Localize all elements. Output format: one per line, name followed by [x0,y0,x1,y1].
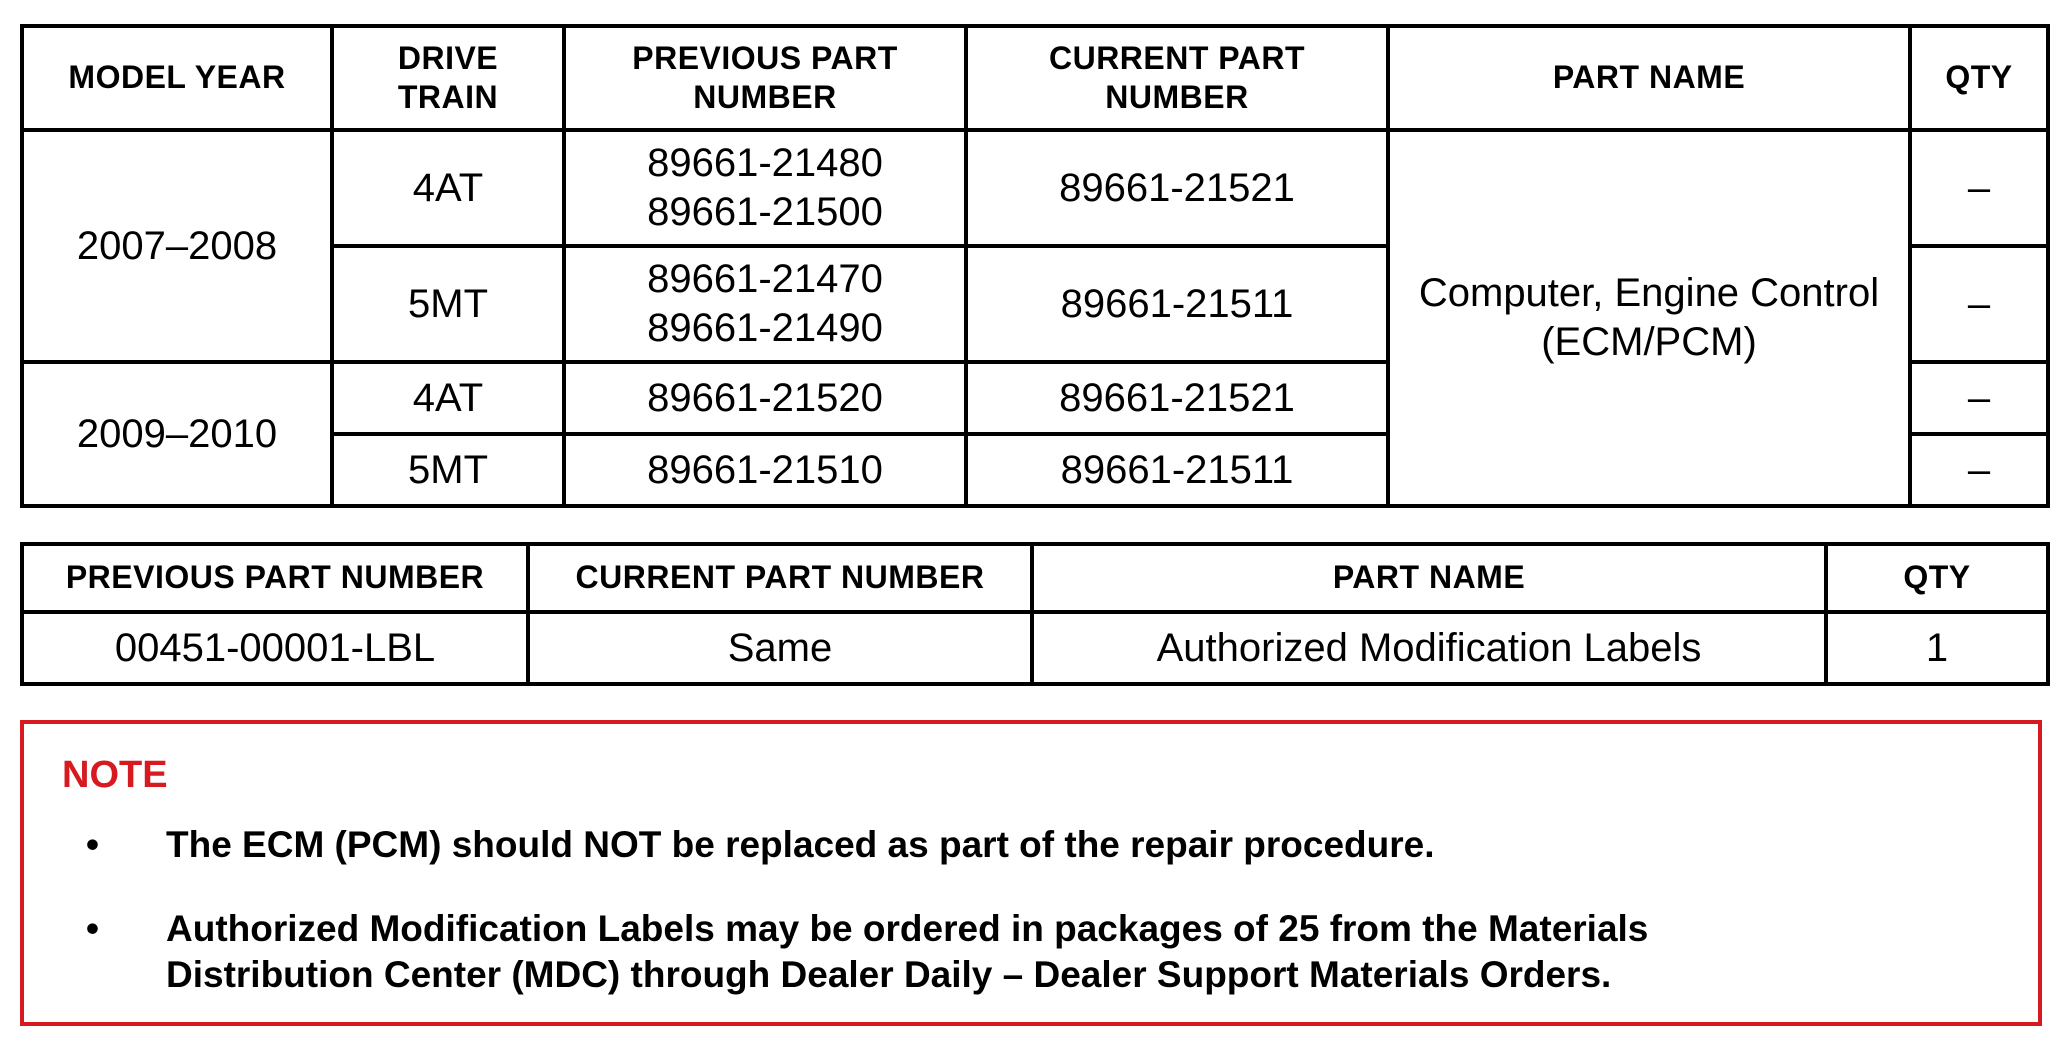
qty-cell: – [1910,434,2048,506]
header-previous-part-number: PREVIOUS PART NUMBER [564,26,966,130]
header-part-name: PART NAME [1388,26,1910,130]
header-qty: QTY [1910,26,2048,130]
current-part-cell: Same [528,612,1032,684]
header-model-year: MODEL YEAR [22,26,332,130]
current-part-cell: 89661-21511 [966,434,1388,506]
table-row [22,130,2048,246]
note-item [86,906,1986,997]
note-box [20,720,2042,1026]
note-item [86,822,1986,868]
note-text: The ECM (PCM) should NOT be replaced as part of the repair procedure. [166,824,1435,865]
header-qty: QTY [1826,544,2048,612]
previous-part-cell: 89661-21520 [564,362,966,434]
header-previous-part-number: PREVIOUS PART NUMBER [22,544,528,612]
model-year-cell: 2007–2008 [22,130,332,362]
qty-cell: – [1910,362,2048,434]
current-part-cell: 89661-21521 [966,362,1388,434]
drive-train-cell: 4AT [332,362,564,434]
header-current-part-number: CURRENT PART NUMBER [528,544,1032,612]
ecm-parts-table [20,24,2050,508]
table-row [22,612,2048,684]
note-text: Authorized Modification Labels may be ordered in packages of 25 from the Materials [166,908,1649,949]
drive-train-cell: 5MT [332,246,564,362]
previous-part-cell: 89661-21470 89661-21490 [564,246,966,362]
drive-train-cell: 4AT [332,130,564,246]
previous-part-cell: 89661-21480 89661-21500 [564,130,966,246]
part-name-cell: Computer, Engine Control (ECM/PCM) [1388,130,1910,506]
part-name-cell: Authorized Modification Labels [1032,612,1826,684]
header-part-name: PART NAME [1032,544,1826,612]
table-header-row [22,26,2048,130]
header-drive-train: DRIVE TRAIN [332,26,564,130]
current-part-cell: 89661-21511 [966,246,1388,362]
drive-train-cell: 5MT [332,434,564,506]
previous-part-cell: 89661-21510 [564,434,966,506]
note-text: Distribution Center (MDC) through Dealer Daily – Dealer Support Materials Orders. [166,953,1612,995]
bullet-icon: • [86,908,99,949]
header-current-part-number: CURRENT PART NUMBER [966,26,1388,130]
qty-cell: 1 [1826,612,2048,684]
qty-cell: – [1910,246,2048,362]
current-part-cell: 89661-21521 [966,130,1388,246]
model-year-cell: 2009–2010 [22,362,332,506]
table-header-row [22,544,2048,612]
qty-cell: – [1910,130,2048,246]
bullet-icon: • [86,824,99,865]
labels-parts-table [20,542,2050,686]
previous-part-cell: 00451-00001-LBL [22,612,528,684]
note-title: NOTE [62,754,168,796]
